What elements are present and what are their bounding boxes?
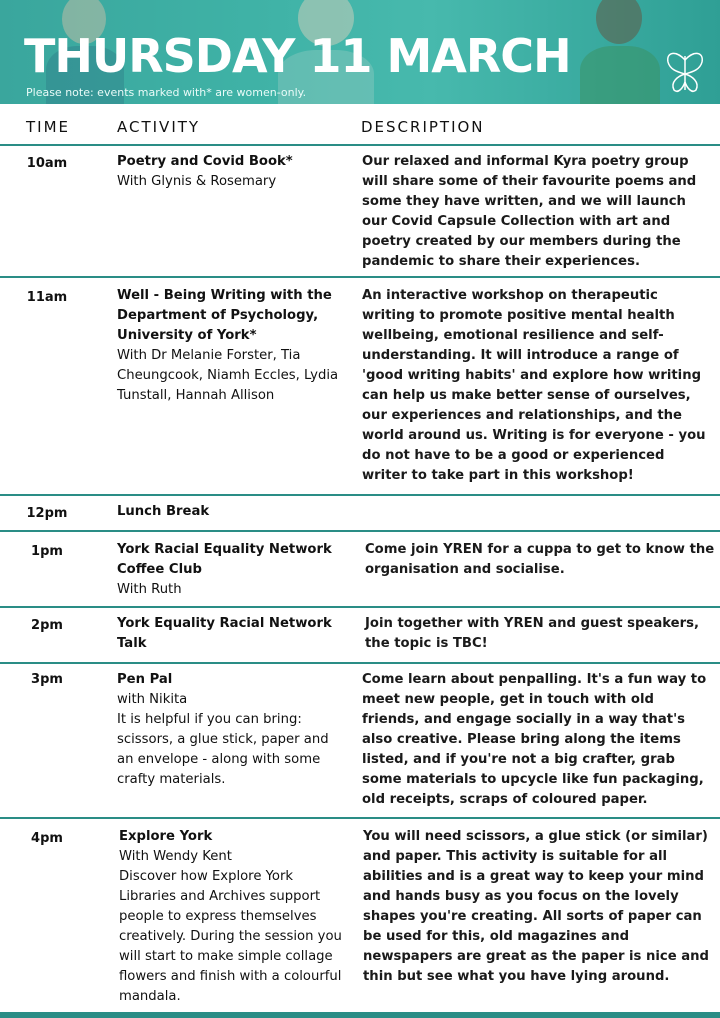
- row-description: Our relaxed and informal Kyra poetry group will share some of their favourite poems and some they have written, and we will launch our Covid Capsule Collection with art and poetry created by our members during the pandemic to share their experiences.: [362, 154, 697, 269]
- row-time: 11am: [26, 290, 68, 305]
- row-time: 10am: [26, 156, 68, 171]
- activity-title: York Racial Equality Network Coffee Club: [117, 542, 332, 577]
- row-activity: [117, 152, 349, 192]
- column-header-activity: ACTIVITY: [117, 118, 201, 136]
- column-header-description: DESCRIPTION: [361, 118, 485, 136]
- row-description: Come join YREN for a cuppa to get to know the organisation and socialise.: [365, 542, 715, 577]
- photo-person-3: [570, 0, 670, 104]
- row-description: Join together with YREN and guest speakers, the topic is TBC!: [365, 616, 699, 651]
- page-title: THURSDAY 11 MARCH: [24, 29, 571, 83]
- activity-host: with Nikita: [117, 692, 188, 707]
- row-time: 1pm: [31, 544, 63, 559]
- activity-title: Poetry and Covid Book*: [117, 154, 293, 169]
- row-activity: [117, 670, 349, 790]
- divider: [0, 606, 720, 608]
- women-only-note: Please note: events marked with* are women-only.: [26, 86, 307, 99]
- row-description: You will need scissors, a glue stick (or similar) and paper. This activity is suitable for all abilities and is a great way to keep your mind and hands busy as you focus on the lovely shapes you're creating. All sorts of paper can be used for this, old magazines and newspapers are great as the paper is nice and thin but see what you have lying around.: [363, 829, 709, 984]
- activity-title: Explore York: [119, 829, 213, 844]
- activity-host: With Dr Melanie Forster, Tia Cheungcook, Niamh Eccles, Lydia Tunstall, Hannah Allison: [117, 348, 339, 403]
- divider: [0, 494, 720, 496]
- row-activity: [117, 614, 349, 654]
- activity-title: Well - Being Writing with the Department of Psychology, University of York*: [117, 288, 332, 343]
- activity-title: York Equality Racial Network Talk: [117, 616, 332, 651]
- divider: [0, 144, 720, 146]
- row-description: An interactive workshop on therapeutic writing to promote positive mental health wellbeing, emotional resilience and self-understanding. It will introduce a range of 'good writing habits' and explore how writing can help us make better sense of ourselves, our experiences and relationships, and the world around us. Writing is for everyone - you do not have to be a good or experienced writer to take part in this workshop!: [362, 288, 706, 483]
- activity-title: Pen Pal: [117, 672, 173, 687]
- row-activity: [117, 502, 349, 522]
- header-banner: [0, 0, 720, 104]
- row-activity: [117, 540, 349, 600]
- divider: [0, 662, 720, 664]
- column-header-time: TIME: [26, 118, 71, 136]
- butterfly-logo-icon: [664, 48, 706, 96]
- activity-title: Lunch Break: [117, 504, 210, 519]
- bottom-divider: [0, 1012, 720, 1018]
- activity-host: With Ruth: [117, 582, 182, 597]
- row-time: 3pm: [31, 672, 63, 687]
- row-time: 2pm: [31, 618, 63, 633]
- row-time: 4pm: [31, 831, 63, 846]
- row-activity: [119, 827, 351, 1007]
- row-description: Come learn about penpalling. It's a fun way to meet new people, get in touch with old friends, and engage socially in a way that's also creative. Please bring along the items listed, and if you're not a big crafter, grab some materials to upcycle like fun packaging, old receipts, scraps of coloured paper.: [362, 672, 707, 807]
- activity-host: With Glynis & Rosemary: [117, 174, 277, 189]
- row-time: 12pm: [26, 506, 68, 521]
- row-activity: [117, 286, 349, 406]
- divider: [0, 276, 720, 278]
- activity-host: With Wendy Kent: [119, 849, 232, 864]
- divider: [0, 817, 720, 819]
- activity-details: Discover how Explore York Libraries and Archives support people to express themselves creatively. During the session you will start to make simple collage flowers and finish with a colourful mandala.: [119, 869, 342, 1004]
- divider: [0, 530, 720, 532]
- activity-details: It is helpful if you can bring: scissors, a glue stick, paper and an envelope - along with some crafty materials.: [117, 712, 329, 787]
